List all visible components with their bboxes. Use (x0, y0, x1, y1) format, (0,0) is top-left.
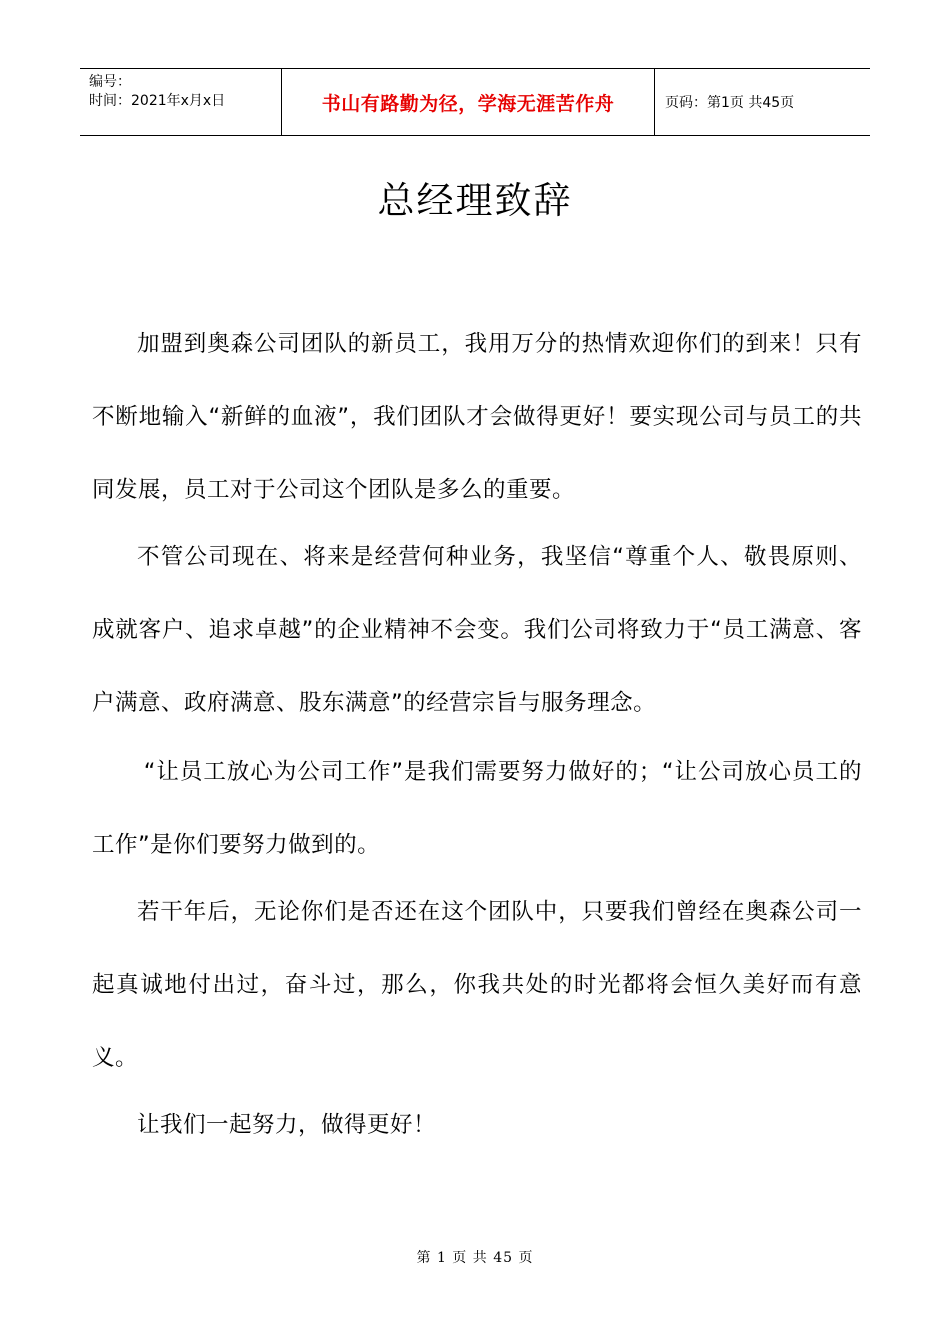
header-page-info: 页码：第1页 共45页 (665, 95, 795, 111)
document-header (80, 68, 870, 136)
paragraph-5: 让我们一起努力，做得更好！ (137, 1112, 437, 1138)
header-meta (80, 69, 282, 135)
paragraph-4: 若干年后，无论你们是否还在这个团队中，只要我们曾经在奥森公司一起真诚地付出过，奋斗过，那么，你我共处的时光都将会恒久美好而有意义。 (92, 899, 862, 1071)
header-motto: 书山有路勤为径，学海无涯苦作舟 (282, 69, 655, 135)
paragraph-1: 加盟到奥森公司团队的新员工，我用万分的热情欢迎你们的到来！只有不断地输入“新鲜的血液”，我们团队才会做得更好！要实现公司与员工的共同发展，员工对于公司这个团队是多么的重要。 (92, 331, 862, 503)
time-label: 时间：2021年x月x日 (89, 93, 226, 109)
document-title: 总经理致辞 (377, 179, 573, 222)
page-footer: 第 1 页 共 45 页 (416, 1250, 534, 1266)
paragraph-2: 不管公司现在、将来是经营何种业务，我坚信“尊重个人、敬畏原则、成就客户、追求卓越”的企业精神不会变。我们公司将致力于“员工满意、客户满意、政府满意、股东满意”的经营宗旨与服务理念。 (92, 544, 862, 716)
document-body (92, 308, 862, 1162)
number-label: 编号： (89, 74, 131, 90)
paragraph-3: “让员工放心为公司工作”是我们需要努力做好的；“让公司放心员工的工作”是你们要努力做到的。 (92, 759, 862, 858)
